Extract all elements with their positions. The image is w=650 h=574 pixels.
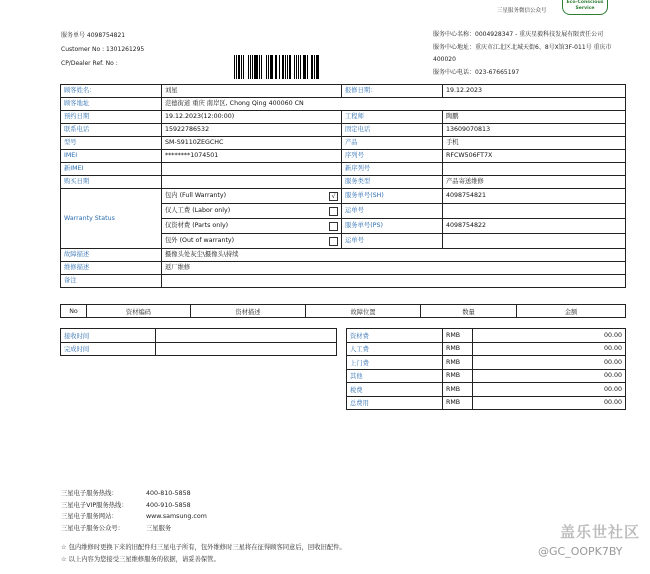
hotline-line	[61, 511, 207, 523]
info-row	[61, 98, 626, 111]
time-table	[60, 328, 337, 356]
field-value: 产品寄送维修	[443, 176, 626, 189]
fee-row	[347, 329, 626, 343]
fee-label: 人工费	[347, 342, 443, 356]
field-label: 购买日期	[61, 176, 162, 189]
field-label: 服务单号(PS)	[342, 219, 443, 234]
field-value: 刘星	[162, 85, 342, 98]
barcode-bar	[319, 55, 320, 79]
warranty-option	[162, 189, 342, 204]
field-label: 预约日期	[61, 111, 162, 124]
field-label: 故障描述	[61, 249, 162, 262]
field-value: 摄像头处灰尘\摄像头\持续	[162, 249, 626, 262]
field-label: 产品	[342, 137, 443, 150]
parts-header-row	[61, 305, 626, 318]
fee-row	[347, 369, 626, 383]
field-label: 报修日期：	[342, 85, 443, 98]
description-row	[61, 262, 626, 275]
field-value: 13609070813	[443, 124, 626, 137]
warranty-row	[61, 189, 626, 204]
warranty-status-label: Warranty Status	[61, 189, 162, 249]
field-value: 19.12.2023(12:00:00)	[162, 111, 342, 124]
fee-row	[347, 342, 626, 356]
warranty-checkbox: √	[329, 192, 338, 201]
info-row	[61, 124, 626, 137]
parts-column-header: No	[61, 305, 87, 318]
fee-amount: 00.00	[473, 342, 626, 356]
field-label: 型号	[61, 137, 162, 150]
center-address: 服务中心地址：重庆市江北区北城天街6、8号X馆3F-011号 重庆市	[433, 43, 612, 51]
info-row	[61, 150, 626, 163]
notes	[61, 542, 346, 565]
field-label: IMEI	[61, 150, 162, 163]
fee-currency: RMB	[443, 356, 473, 370]
field-value	[162, 275, 626, 288]
field-value: 返厂维修	[162, 262, 626, 275]
fee-row	[347, 356, 626, 370]
field-label: 新IMEI	[61, 163, 162, 176]
watermark-logo: 盖乐世社区	[560, 523, 641, 541]
field-label: 备注	[61, 275, 162, 288]
fee-label: 其他	[347, 369, 443, 383]
hotline-label: 三星电子服务公众号：	[61, 524, 124, 532]
description-row	[61, 249, 626, 262]
dealer-ref: CP/Dealer Ref. No :	[61, 60, 118, 67]
warranty-checkbox	[329, 237, 338, 246]
note-line: ☆ 包内维修时更换下来的旧配件归三星电子所有，包外维修时三星将在征得顾客同意后，回收旧配件。	[61, 544, 346, 551]
warranty-checkbox	[329, 222, 338, 231]
time-label: 接收时间	[61, 329, 156, 343]
eco-logo-line2: Service	[575, 6, 595, 11]
field-label: 维修描述	[61, 262, 162, 275]
receipt-meta-left	[61, 29, 144, 71]
field-value	[162, 176, 342, 189]
time-row	[61, 329, 337, 343]
fee-label: 上门费	[347, 356, 443, 370]
field-label: 固定电话	[342, 124, 443, 137]
customer-number: Customer No : 1301261295	[61, 46, 145, 53]
field-label: 顾客地址	[61, 98, 162, 111]
field-value: SM-S9110ZEGCHC	[162, 137, 342, 150]
center-name: 服务中心名称：0004928347 - 重庆星毅科技发展有限责任公司	[433, 31, 604, 38]
field-label: 顾客姓名：	[61, 85, 162, 98]
hotline-value: 三星服务	[146, 524, 172, 532]
field-label: 服务类型	[342, 176, 443, 189]
parts-column-header: 资材描述	[191, 305, 306, 318]
warranty-option-text: 包内 (Full Warranty)	[165, 192, 227, 199]
field-label: 运单号	[342, 234, 443, 249]
fee-amount: 00.00	[473, 383, 626, 397]
warranty-option	[162, 204, 342, 219]
eco-conscious-logo	[562, 0, 608, 15]
description-row	[61, 275, 626, 288]
fee-amount: 00.00	[473, 369, 626, 383]
fee-label: 资材费	[347, 329, 443, 343]
warranty-option-row	[165, 219, 338, 233]
field-value: 4098754821	[443, 189, 626, 204]
field-value: 19.12.2023	[443, 85, 626, 98]
warranty-option	[162, 234, 342, 249]
info-row	[61, 176, 626, 189]
field-value	[162, 163, 342, 176]
parts-column-header: 资材编码	[87, 305, 191, 318]
parts-column-header: 金额	[517, 305, 626, 318]
warranty-option-row	[165, 204, 338, 218]
fee-currency: RMB	[443, 369, 473, 383]
fee-amount: 00.00	[473, 329, 626, 343]
hotline-value: www.samsung.com	[146, 513, 207, 520]
time-value	[156, 342, 337, 356]
field-value	[443, 234, 626, 249]
time-value	[156, 329, 337, 343]
field-label: 序列号	[342, 150, 443, 163]
fee-amount: 00.00	[473, 396, 626, 410]
hotline-line	[61, 523, 207, 535]
hotline-info	[61, 488, 207, 534]
field-value: RFCW506FT7X	[443, 150, 626, 163]
warranty-option-row	[165, 234, 338, 248]
parts-column-header: 故障位置	[306, 305, 421, 318]
field-value	[443, 163, 626, 176]
warranty-option-text: 包外 (Out of warranty)	[165, 237, 235, 244]
field-value: 4098754822	[443, 219, 626, 234]
hotline-line	[61, 488, 207, 500]
fees-table	[346, 328, 626, 410]
field-value: 手机	[443, 137, 626, 150]
field-label: 新序列号	[342, 163, 443, 176]
field-value: 15922786532	[162, 124, 342, 137]
hotline-value: 400-810-5858	[146, 490, 191, 497]
fee-row	[347, 396, 626, 410]
field-value: ********1074501	[162, 150, 342, 163]
hotline-label: 三星电子服务热线：	[61, 490, 118, 497]
eco-logo-line1: Eco-Conscious	[566, 0, 604, 5]
warranty-option-row	[165, 189, 338, 203]
watermark-handle: @GC_OOPK7BY	[538, 545, 623, 558]
field-value: 陶鹏	[443, 111, 626, 124]
field-label: 联系电话	[61, 124, 162, 137]
hotline-label: 三星电子服务网站：	[61, 513, 118, 520]
info-row	[61, 137, 626, 150]
info-row	[61, 85, 626, 98]
hotline-label: 三星电子VIP服务热线：	[61, 501, 128, 509]
hotline-line	[61, 500, 207, 512]
service-center-info	[433, 29, 623, 79]
barcode	[234, 55, 382, 79]
fee-amount: 00.00	[473, 356, 626, 370]
center-postcode: 400020	[433, 56, 456, 63]
fee-currency: RMB	[443, 383, 473, 397]
fee-currency: RMB	[443, 329, 473, 343]
warranty-option	[162, 219, 342, 234]
fee-currency: RMB	[443, 396, 473, 410]
wechat-label: 三星服务微信公众号	[497, 8, 547, 14]
info-row	[61, 111, 626, 124]
fee-currency: RMB	[443, 342, 473, 356]
field-label: 工程师	[342, 111, 443, 124]
service-number: 服务单号 4098754821	[61, 32, 126, 39]
field-value: 范德街道 重庆 南岸区, Chong Qing 400060 CN	[162, 98, 626, 111]
warranty-option-text: 仅人工费 (Labor only)	[165, 207, 231, 214]
field-label: 服务单号(SH)	[342, 189, 443, 204]
parts-table	[60, 304, 626, 318]
warranty-option-text: 仅资材费 (Parts only)	[165, 222, 229, 229]
fee-label: 总费用	[347, 396, 443, 410]
time-row	[61, 342, 337, 356]
info-row	[61, 163, 626, 176]
hotline-value: 400-910-5858	[146, 501, 191, 509]
time-label: 完成时间	[61, 342, 156, 356]
field-label: 运单号	[342, 204, 443, 219]
customer-info-table	[60, 84, 626, 288]
fee-row	[347, 383, 626, 397]
center-phone: 服务中心电话：023-67665197	[433, 68, 520, 76]
warranty-checkbox	[329, 207, 338, 216]
parts-column-header: 数量	[421, 305, 517, 318]
note-line: ☆ 以上内容为您接受三星维修服务的依据，请妥善保管。	[61, 555, 220, 563]
fee-label: 税费	[347, 383, 443, 397]
field-value	[443, 204, 626, 219]
